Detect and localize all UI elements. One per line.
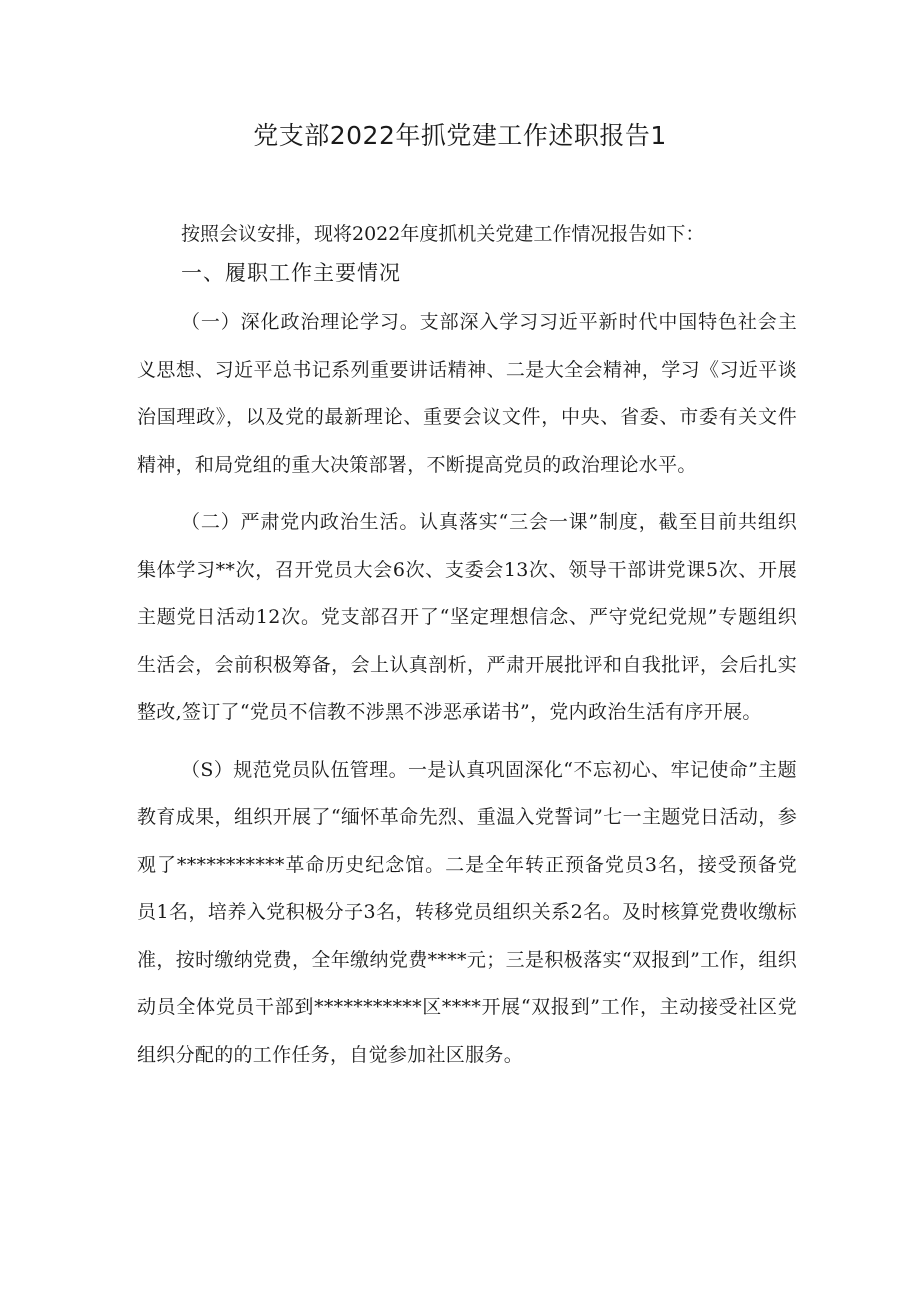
paragraph-political-study: （一）深化政治理论学习。支部深入学习习近平新时代中国特色社会主义思想、习近平总书记系列重要讲话精神、二是大全会精神，学习《习近平谈治国理政》，以及党的最新理论、重要会议文件，中央、省委、市委有关文件精神，和局党组的重大决策部署，不断提高党员的政治理论水平。 (137, 311, 797, 476)
section-heading: 一、履职工作主要情况 (181, 261, 401, 285)
paragraph-member-management: （S）规范党员队伍管理。一是认真巩固深化“不忘初心、牢记使命”主题教育成果，组织开展了“缅怀革命先烈、重温入党誓词”七一主题党日活动，参观了***********革命历史纪念馆。二是全年转正预备党员3名，接受预备党员1名，培养入党积极分子3名，转移党员组织关系2名。及时核算党费收缴标准，按时缴纳党费，全年缴纳党费****元；三是积极落实“双报到”工作，组织动员全体党员干部到***********区****开展“双报到”工作，主动接受社区党组织分配的的工作任务，自觉参加社区服务。 (137, 758, 797, 1066)
document-title: 党支部2022年抓党建工作述职报告1 (253, 121, 667, 150)
intro-paragraph: 按照会议安排，现将2022年度抓机关党建工作情况报告如下： (181, 223, 705, 245)
document-body (137, 217, 797, 1079)
paragraph-party-life: （二）严肃党内政治生活。认真落实“三会一课”制度，截至目前共组织集体学习**次，召开党员大会6次、支委会13次、领导干部讲党课5次、开展主题党日活动12次。党支部召开了“坚定理想信念、严守党纪党规”专题组织生活会，会前积极筹备，会上认真剖析，严肃开展批评和自我批评，会后扎实整改,签订了“党员不信教不涉黑不涉恶承诺书”，党内政治生活有序开展。 (137, 511, 797, 723)
